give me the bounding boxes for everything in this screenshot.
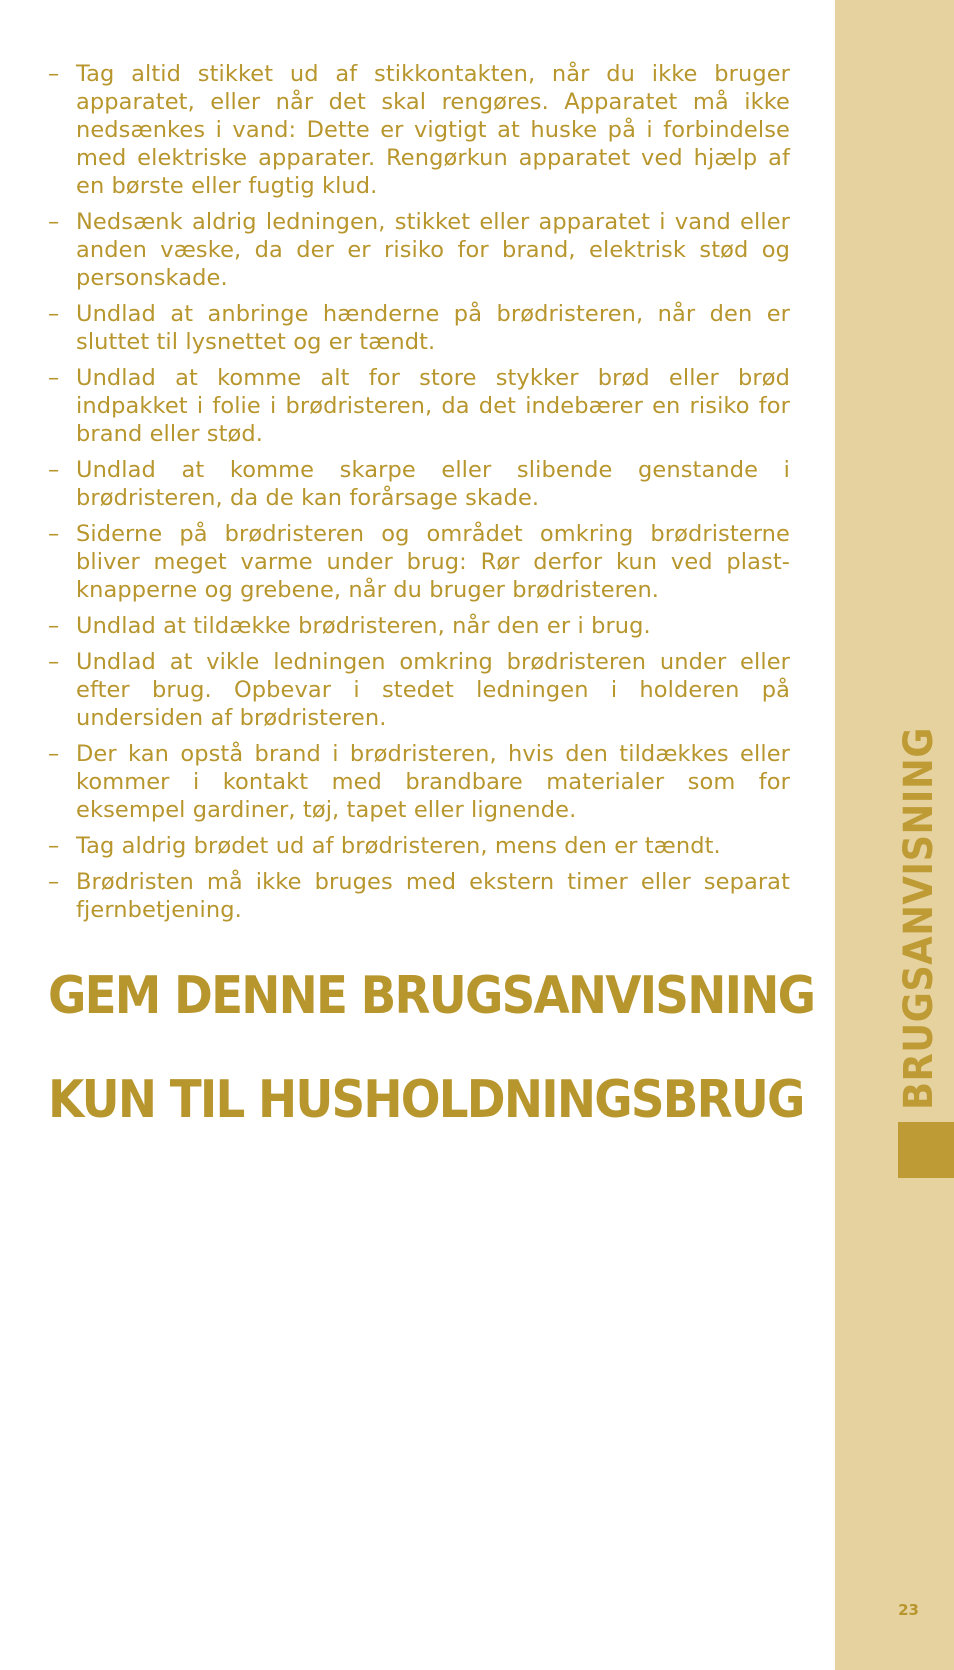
list-item-text: Undlad at komme alt for store stykker brød eller brød indpakket i folie i brødristeren, da det indebærer en risiko for brand eller stød. xyxy=(76,365,790,447)
bullet-dash: – xyxy=(48,869,60,895)
main-content xyxy=(48,60,815,1130)
household-only-heading: KUN TIL HUSHOLDNINGSBRUG xyxy=(48,1070,804,1130)
bullet-dash: – xyxy=(48,209,60,235)
bullet-dash: – xyxy=(48,649,60,675)
bullet-dash: – xyxy=(48,457,60,483)
page-number: 23 xyxy=(898,1601,919,1619)
list-item xyxy=(48,612,790,640)
list-item xyxy=(48,868,790,924)
list-item-text: Brødristen må ikke bruges med ekstern timer eller separat fjernbetjening. xyxy=(76,869,790,923)
list-item-text: Der kan opstå brand i brødristeren, hvis den tildækkes eller kommer i kontakt med brandbare materialer som for eksempel gardiner, tøj, tapet eller lignende. xyxy=(76,741,790,823)
bullet-dash: – xyxy=(48,301,60,327)
list-item xyxy=(48,364,790,448)
list-item-text: Tag altid stikket ud af stikkontakten, når du ikke bruger apparatet, eller når det skal rengøres. Apparatet må ikke nedsænkes i vand: Dette er vigtigt at huske på i forbindelse med elektriske apparater. Rengørkun apparatet ved hjælp af en børste eller fugtig klud. xyxy=(76,61,790,199)
list-item xyxy=(48,648,790,732)
list-item-text: Siderne på brødristeren og området omkring brødristerne bliver meget varme under brug: Rør derfor kun ved plast-knapperne og grebene, når du bruger brødristeren. xyxy=(76,521,790,603)
bullet-dash: – xyxy=(48,521,60,547)
bullet-dash: – xyxy=(48,613,60,639)
section-label: BRUGSANVISNING xyxy=(896,727,942,1110)
list-item xyxy=(48,456,790,512)
bullet-dash: – xyxy=(48,365,60,391)
list-item xyxy=(48,60,790,200)
list-item-text: Tag aldrig brødet ud af brødristeren, mens den er tændt. xyxy=(76,833,721,859)
list-item xyxy=(48,520,790,604)
safety-list xyxy=(48,60,790,924)
list-item-text: Nedsænk aldrig ledningen, stikket eller apparatet i vand eller anden væske, da der er risiko for brand, elektrisk stød og personskade. xyxy=(76,209,790,291)
bullet-dash: – xyxy=(48,61,60,87)
side-strip xyxy=(835,0,954,1670)
list-item xyxy=(48,300,790,356)
side-accent-block xyxy=(898,1122,954,1178)
list-item xyxy=(48,208,790,292)
list-item-text: Undlad at vikle ledningen omkring brødristeren under eller efter brug. Opbevar i stedet ledningen i holderen på undersiden af brødristeren. xyxy=(76,649,790,731)
list-item-text: Undlad at anbringe hænderne på brødristeren, når den er sluttet til lysnettet og er tændt. xyxy=(76,301,790,355)
bullet-dash: – xyxy=(48,741,60,767)
list-item-text: Undlad at tildække brødristeren, når den er i brug. xyxy=(76,613,651,639)
save-instructions-heading: GEM DENNE BRUGSANVISNING xyxy=(48,966,815,1026)
list-item xyxy=(48,740,790,824)
list-item xyxy=(48,832,790,860)
list-item-text: Undlad at komme skarpe eller slibende genstande i brødristeren, da de kan forårsage skade. xyxy=(76,457,790,511)
bullet-dash: – xyxy=(48,833,60,859)
